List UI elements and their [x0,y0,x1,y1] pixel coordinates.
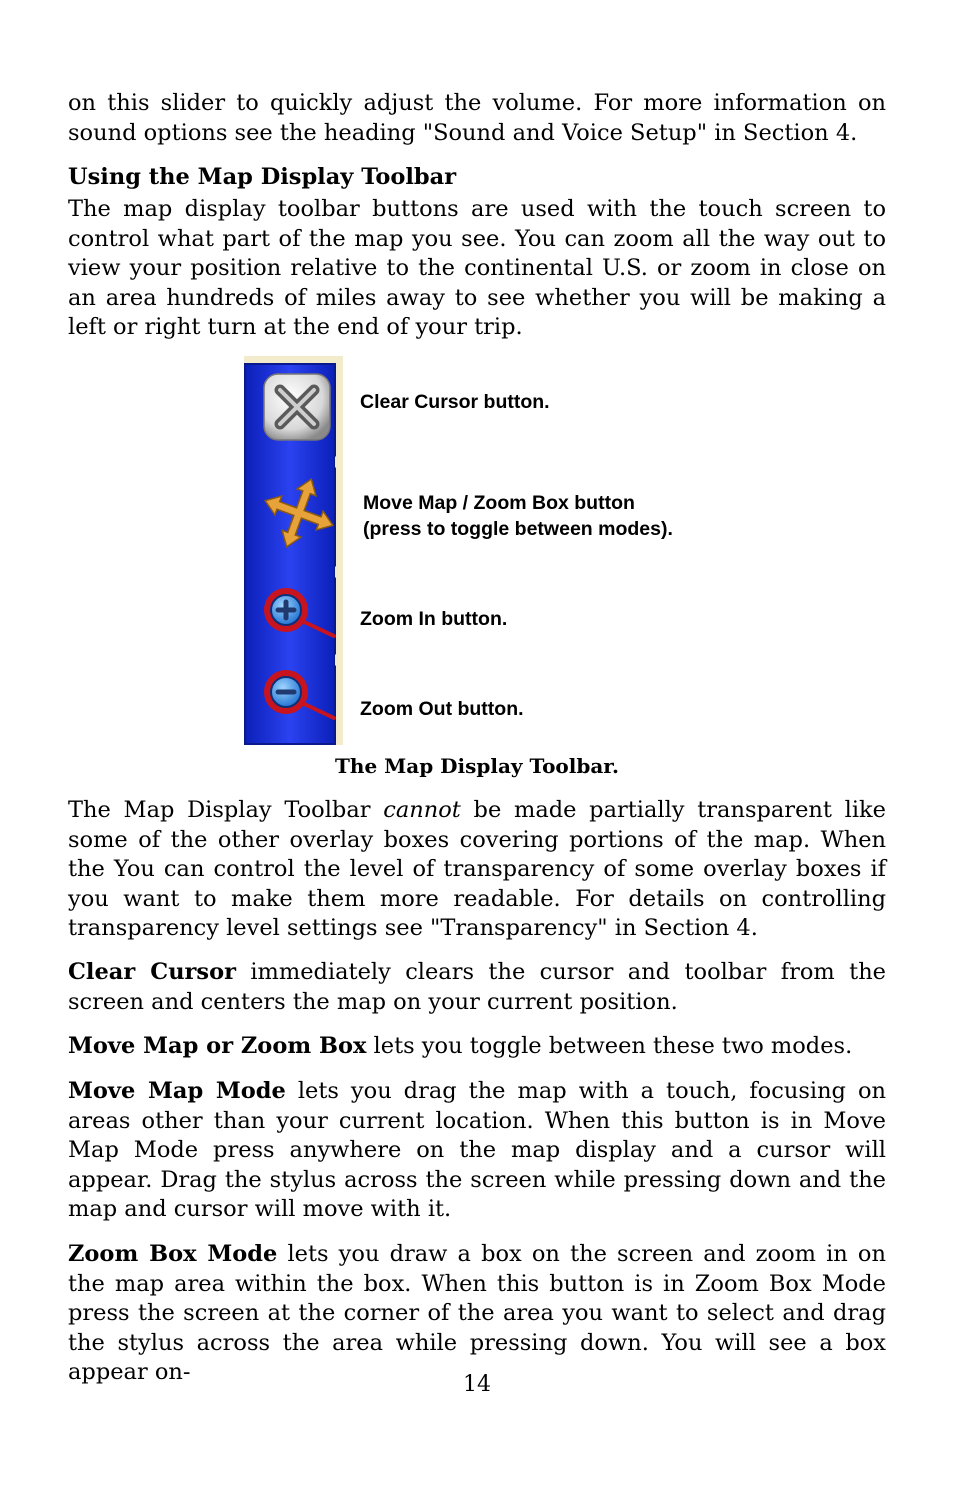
transparency-text-start: The Map Display Toolbar [68,797,384,823]
move-or-zoom-paragraph [68,1032,886,1062]
transparency-paragraph [68,796,886,944]
zoom-box-mode-paragraph [68,1240,886,1388]
move-map-label-line1: Move Map / Zoom Box button [363,492,635,514]
intro-paragraph: on this slider to quickly adjust the volume. For more information on sound options see the heading "Sound and Voice Setup" in Section 4. [68,90,886,146]
map-display-toolbar-image [244,356,343,745]
move-map-mode-term: Move Map Mode [68,1078,286,1104]
figure-caption: The Map Display Toolbar. [335,754,619,778]
section-heading: Using the Map Display Toolbar [68,164,457,190]
close-x-icon[interactable] [264,374,330,440]
move-map-mode-text: lets you drag the map with a touch, focusing on areas other than your current location. When this button is in Move Map Mode press anywhere on the map display and a cursor will appear. Drag the stylus across the screen while pressing down and the map and cursor will move with it. [68,1078,886,1223]
zoom-box-mode-term: Zoom Box Mode [68,1241,278,1267]
move-or-zoom-term: Move Map or Zoom Box [68,1033,367,1059]
zoom-box-mode-text: lets you draw a box on the screen and zoom in on the map area within the box. When this button is in Zoom Box Mode press the screen at the corner of the area you want to select and drag the stylus across the area while pressing down. You will see a box appear on- [68,1241,886,1386]
zoom-in-label: Zoom In button. [360,608,508,630]
move-map-mode-paragraph [68,1077,886,1225]
page-number: 14 [463,1372,491,1397]
transparency-italic: cannot [383,797,461,823]
clear-cursor-paragraph [68,958,886,1017]
clear-cursor-text: immediately clears the cursor and toolbar from the screen and centers the map on your current position. [68,959,886,1015]
move-or-zoom-text: lets you toggle between these two modes. [366,1033,853,1059]
section-body: The map display toolbar buttons are used with the touch screen to control what part of the map you see. You can zoom all the way out to view your position relative to the continental U.S. or zoom in close on an area hundreds of miles away to see whether you will be making a left or right turn at the end of your trip. [68,196,886,341]
clear-cursor-label: Clear Cursor button. [360,391,550,413]
clear-cursor-term: Clear Cursor [68,959,236,985]
transparency-text-end: be made partially transparent like some of the other overlay boxes covering portions of the map. When the You can control the level of transparency of some overlay boxes if you want to make them more readable. For details on controlling transparency level settings see "Transparency" in Section 4. [68,797,886,942]
zoom-out-label: Zoom Out button. [360,698,524,720]
move-map-label-line2: (press to toggle between modes). [363,518,673,540]
